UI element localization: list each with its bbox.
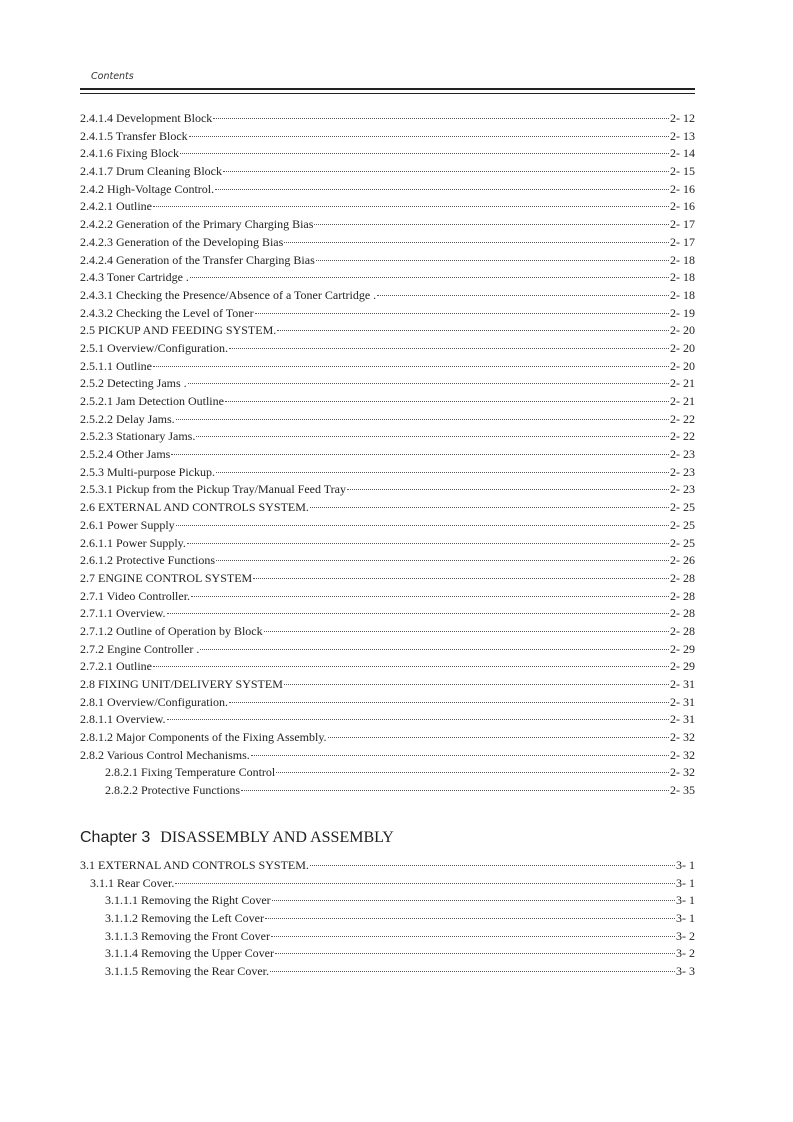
toc-entry[interactable]	[80, 782, 695, 800]
toc-entry[interactable]	[80, 481, 695, 499]
toc-dot-leader	[314, 223, 669, 225]
toc-entry-title: 2.7.2 Engine Controller .	[80, 641, 200, 656]
toc-entry-title: 3.1 EXTERNAL AND CONTROLS SYSTEM.	[80, 858, 309, 872]
toc-entry-title: 2.6.1 Power Supply	[80, 517, 175, 532]
toc-entry[interactable]	[80, 340, 695, 358]
toc-dot-leader	[251, 754, 669, 756]
toc-dot-leader	[347, 488, 669, 490]
toc-entry[interactable]	[80, 322, 695, 340]
toc-dot-leader	[167, 718, 669, 720]
toc-entry[interactable]	[80, 181, 695, 199]
toc-entry-page: 2- 25	[670, 517, 695, 532]
toc-entry-title: 2.8.2.1 Fixing Temperature Control	[105, 765, 276, 780]
toc-entry-page: 2- 25	[670, 535, 695, 550]
toc-entry-page: 2- 23	[670, 464, 695, 479]
toc-dot-leader	[189, 135, 669, 137]
toc-entry-title: 2.7 ENGINE CONTROL SYSTEM	[80, 570, 253, 585]
toc-dot-leader	[187, 542, 669, 544]
page-header-title: Contents	[91, 71, 134, 82]
toc-dot-leader	[175, 882, 675, 884]
toc-entry-page: 2- 31	[670, 694, 695, 709]
toc-entry-page: 2- 31	[670, 712, 695, 727]
toc-dot-leader	[176, 418, 669, 420]
toc-entry-page: 2- 17	[670, 234, 695, 249]
toc-entry-page: 2- 20	[670, 323, 695, 338]
toc-entry[interactable]	[80, 764, 695, 782]
toc-entry[interactable]	[80, 375, 695, 393]
toc-entry-title: 2.5.2.2 Delay Jams.	[80, 411, 175, 426]
toc-entry-title: 2.4.3.1 Checking the Presence/Absence of a Toner Cartridge .	[80, 287, 377, 302]
toc-entry-title: 3.1.1.4 Removing the Upper Cover	[105, 946, 274, 961]
toc-entry-title: 2.4.1.5 Transfer Block	[80, 128, 188, 143]
toc-entry-title: 2.4.3.2 Checking the Level of Toner	[80, 305, 254, 320]
toc-entry-title: 2.8 FIXING UNIT/DELIVERY SYSTEM	[80, 677, 283, 691]
toc-entry-title: 2.5.2 Detecting Jams .	[80, 376, 187, 391]
toc-dot-leader	[225, 400, 669, 402]
toc-entry-title: 3.1.1 Rear Cover.	[90, 875, 175, 890]
toc-entry-title: 2.5.1.1 Outline	[80, 358, 152, 373]
toc-entry[interactable]	[80, 892, 695, 910]
toc-entry-title: 2.6.1.1 Power Supply.	[80, 535, 186, 550]
toc-entry-title: 2.8.1.1 Overview.	[80, 712, 166, 727]
toc-dot-leader	[316, 259, 669, 261]
toc-entry-page: 2- 14	[670, 146, 695, 161]
toc-entry-page: 2- 32	[670, 765, 695, 780]
toc-entry[interactable]	[80, 287, 695, 305]
toc-entry[interactable]	[80, 641, 695, 659]
toc-entry[interactable]	[80, 945, 695, 963]
toc-entry-page: 2- 18	[670, 287, 695, 302]
toc-dot-leader	[153, 365, 669, 367]
toc-entry-title: 2.4.2.3 Generation of the Developing Bias	[80, 234, 284, 249]
toc-entry-title: 2.4.1.6 Fixing Block	[80, 146, 180, 161]
toc-dot-leader	[216, 559, 669, 561]
toc-entry[interactable]	[80, 128, 695, 146]
toc-entry[interactable]	[80, 110, 695, 128]
toc-dot-leader	[265, 917, 675, 919]
toc-entry[interactable]	[80, 605, 695, 623]
toc-entry[interactable]	[80, 747, 695, 765]
toc-entry-page: 2- 12	[670, 111, 695, 125]
toc-entry[interactable]	[80, 588, 695, 606]
toc-entry[interactable]	[80, 358, 695, 376]
toc-dot-leader	[272, 899, 675, 901]
toc-dot-leader	[277, 329, 669, 331]
toc-entry-title: 2.4.1.4 Development Block	[80, 111, 213, 125]
toc-dot-leader	[264, 630, 669, 632]
toc-entry[interactable]	[80, 393, 695, 411]
toc-dot-leader	[223, 170, 669, 172]
toc-entry-page: 2- 25	[670, 500, 695, 515]
toc-dot-leader	[167, 612, 669, 614]
toc-dot-leader	[328, 736, 669, 738]
toc-entry[interactable]	[80, 658, 695, 676]
toc-entry-page: 3- 3	[676, 964, 695, 979]
toc-entry[interactable]	[80, 252, 695, 270]
toc-entry[interactable]	[80, 535, 695, 553]
toc-dot-leader	[191, 595, 669, 597]
toc-entry[interactable]	[80, 676, 695, 694]
toc-entry-title: 2.4.2.2 Generation of the Primary Charging Bias	[80, 217, 314, 232]
toc-entry-page: 2- 22	[670, 411, 695, 426]
toc-dot-leader	[284, 683, 669, 685]
toc-dot-leader	[200, 648, 669, 650]
toc-entry[interactable]	[80, 963, 695, 981]
toc-dot-leader	[180, 152, 669, 154]
toc-entry-page: 2- 21	[670, 376, 695, 391]
toc-entry-page: 2- 22	[670, 429, 695, 444]
toc-entry-title: 2.5.2.3 Stationary Jams.	[80, 429, 196, 444]
toc-dot-leader	[216, 471, 669, 473]
chapter-3-label: Chapter 3	[80, 829, 151, 846]
toc-entry-page: 3- 1	[676, 911, 695, 926]
toc-entry-page: 2- 16	[670, 199, 695, 214]
toc-entry[interactable]	[80, 857, 695, 875]
toc-entry-page: 2- 19	[670, 305, 695, 320]
header-rule-thin	[80, 93, 695, 94]
toc-entry-page: 2- 35	[670, 783, 695, 798]
toc-entry[interactable]	[80, 216, 695, 234]
toc-entry-page: 2- 18	[670, 270, 695, 285]
toc-dot-leader	[241, 789, 669, 791]
toc-entry-page: 2- 23	[670, 482, 695, 497]
toc-dot-leader	[271, 935, 675, 937]
toc-entry[interactable]	[80, 910, 695, 928]
toc-entry-page: 3- 1	[676, 893, 695, 908]
toc-dot-leader	[229, 701, 669, 703]
toc-entry-title: 3.1.1.1 Removing the Right Cover	[105, 893, 271, 908]
toc-entry-title: 3.1.1.2 Removing the Left Cover	[105, 911, 264, 926]
toc-entry-page: 2- 32	[670, 730, 695, 745]
toc-dot-leader	[310, 506, 669, 508]
toc-entry-page: 2- 21	[670, 394, 695, 408]
toc-entry-title: 2.5.3.1 Pickup from the Pickup Tray/Manual Feed Tray	[80, 482, 346, 497]
toc-entry-page: 3- 2	[676, 946, 695, 961]
toc-entry-page: 3- 1	[676, 875, 695, 890]
toc-entry-page: 2- 16	[670, 181, 695, 196]
toc-entry[interactable]	[80, 694, 695, 712]
toc-entry[interactable]	[80, 428, 695, 446]
toc-entry-title: 2.7.1 Video Controller.	[80, 588, 191, 603]
toc-entry[interactable]	[80, 623, 695, 641]
toc-list-chapter-2	[80, 110, 695, 800]
toc-dot-leader	[213, 117, 669, 119]
toc-dot-leader	[153, 205, 669, 207]
toc-entry-title: 2.7.1.1 Overview.	[80, 606, 166, 621]
toc-entry[interactable]	[80, 928, 695, 946]
toc-entry-page: 2- 28	[670, 606, 695, 621]
toc-entry-page: 2- 28	[670, 570, 695, 585]
toc-entry-title: 2.4.1.7 Drum Cleaning Block	[80, 164, 222, 179]
toc-entry-page: 2- 31	[670, 677, 695, 691]
toc-entry-title: 2.6.1.2 Protective Functions	[80, 553, 215, 568]
toc-entry[interactable]	[80, 464, 695, 482]
toc-entry-page: 2- 26	[670, 553, 695, 568]
toc-dot-leader	[310, 864, 675, 866]
toc-entry[interactable]	[80, 145, 695, 163]
toc-entry-page: 2- 20	[670, 358, 695, 373]
toc-entry-title: 2.4.2.4 Generation of the Transfer Charging Bias	[80, 252, 315, 267]
toc-entry-page: 2- 32	[670, 747, 695, 762]
toc-dot-leader	[270, 970, 675, 972]
toc-entry-title: 2.5.3 Multi-purpose Pickup.	[80, 464, 215, 479]
toc-entry-title: 2.7.1.2 Outline of Operation by Block	[80, 623, 263, 638]
toc-entry[interactable]	[80, 198, 695, 216]
header-rule-thick	[80, 88, 695, 90]
toc-entry-page: 2- 28	[670, 623, 695, 638]
toc-entry-title: 2.5.2.1 Jam Detection Outline	[80, 394, 224, 408]
toc-entry-title: 2.5.2.4 Other Jams	[80, 447, 171, 462]
toc-dot-leader	[253, 577, 669, 579]
toc-dot-leader	[284, 241, 669, 243]
toc-entry[interactable]	[80, 570, 695, 588]
chapter-3-heading	[80, 829, 394, 847]
toc-entry[interactable]	[80, 446, 695, 464]
toc-entry-page: 2- 18	[670, 252, 695, 267]
toc-entry[interactable]	[80, 711, 695, 729]
toc-entry-title: 2.8.2.2 Protective Functions	[105, 783, 240, 798]
toc-entry[interactable]	[80, 234, 695, 252]
toc-dot-leader	[276, 771, 669, 773]
toc-entry[interactable]	[80, 305, 695, 323]
toc-dot-leader	[153, 665, 669, 667]
toc-dot-leader	[229, 347, 669, 349]
toc-entry-page: 2- 23	[670, 447, 695, 462]
toc-entry-page: 2- 28	[670, 588, 695, 603]
toc-entry[interactable]	[80, 517, 695, 535]
toc-entry-title: 2.6 EXTERNAL AND CONTROLS SYSTEM.	[80, 500, 309, 515]
toc-entry[interactable]	[80, 552, 695, 570]
toc-entry-title: 2.8.2 Various Control Mechanisms.	[80, 747, 250, 762]
toc-dot-leader	[275, 952, 675, 954]
toc-entry-page: 2- 29	[670, 641, 695, 656]
toc-entry-page: 2- 15	[670, 164, 695, 179]
chapter-3-name: DISASSEMBLY AND ASSEMBLY	[160, 829, 394, 846]
toc-dot-leader	[190, 276, 669, 278]
toc-entry[interactable]	[80, 729, 695, 747]
toc-dot-leader	[176, 524, 669, 526]
toc-entry-page: 2- 17	[670, 217, 695, 232]
toc-entry[interactable]	[80, 269, 695, 287]
toc-dot-leader	[215, 188, 669, 190]
toc-dot-leader	[377, 294, 669, 296]
toc-dot-leader	[255, 312, 669, 314]
toc-entry-title: 2.7.2.1 Outline	[80, 659, 152, 674]
toc-entry-page: 2- 20	[670, 340, 695, 355]
toc-dot-leader	[196, 435, 669, 437]
toc-entry[interactable]	[80, 499, 695, 517]
toc-entry-title: 2.5.1 Overview/Configuration.	[80, 340, 228, 355]
toc-entry-title: 2.4.2.1 Outline	[80, 199, 152, 214]
toc-entry[interactable]	[80, 875, 695, 893]
toc-entry-page: 2- 29	[670, 659, 695, 674]
toc-entry[interactable]	[80, 163, 695, 181]
toc-list-chapter-3	[80, 857, 695, 981]
toc-entry-page: 2- 13	[670, 128, 695, 143]
toc-dot-leader	[171, 453, 669, 455]
toc-entry-title: 2.8.1.2 Major Components of the Fixing Assembly.	[80, 730, 327, 745]
toc-entry[interactable]	[80, 411, 695, 429]
toc-entry-title: 2.4.2 High-Voltage Control.	[80, 181, 215, 196]
toc-entry-title: 3.1.1.3 Removing the Front Cover	[105, 928, 270, 943]
toc-entry-title: 2.8.1 Overview/Configuration.	[80, 694, 228, 709]
toc-entry-title: 2.5 PICKUP AND FEEDING SYSTEM.	[80, 323, 277, 338]
toc-entry-title: 2.4.3 Toner Cartridge .	[80, 270, 189, 285]
toc-entry-page: 3- 1	[676, 858, 695, 872]
toc-entry-page: 3- 2	[676, 928, 695, 943]
toc-entry-title: 3.1.1.5 Removing the Rear Cover.	[105, 964, 269, 979]
toc-dot-leader	[188, 382, 669, 384]
